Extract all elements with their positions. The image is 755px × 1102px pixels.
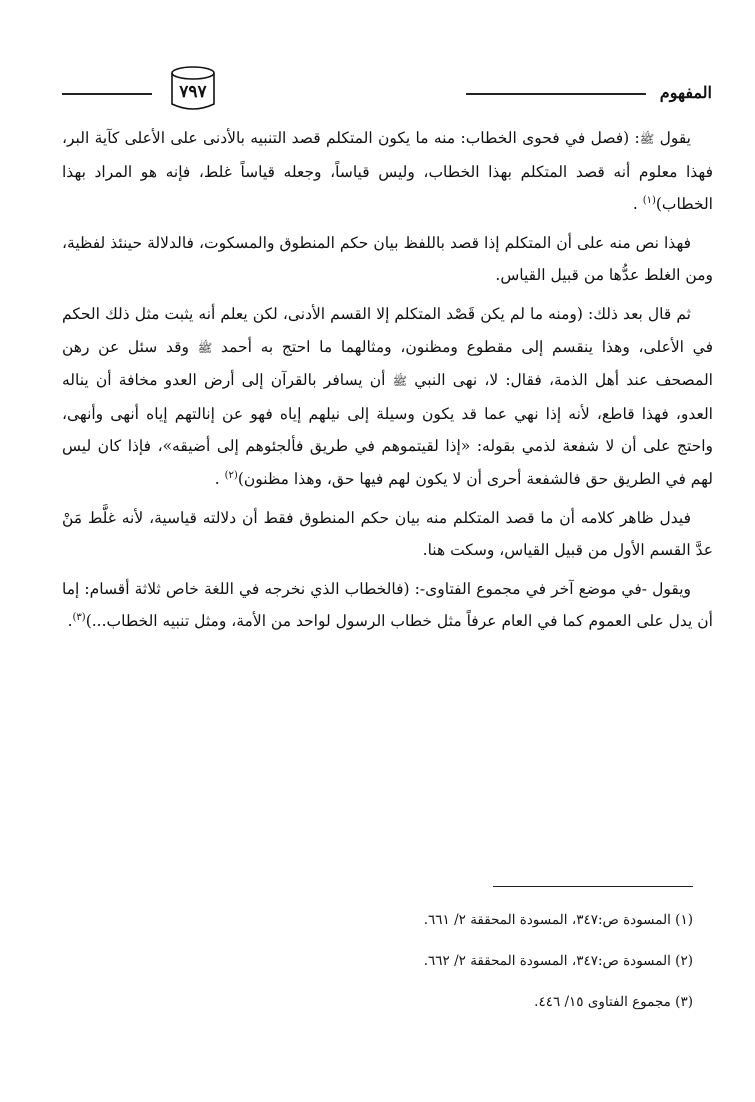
page-header — [62, 62, 712, 122]
footnotes — [42, 900, 693, 1023]
honorific-mark: ﷺ — [639, 132, 655, 146]
paragraph-1-text-b: : (فصل في فحوى الخطاب: منه ما يكون المتكلم قصد التنبيه بالأدنى على الأعلى كآية البر، فهذا معلوم أنه قصد المتكلم بهذا الخطاب، وليس قياساً، وجعله قياساً غلط، فإنه هو المراد بهذا الخطاب) — [62, 129, 713, 214]
page-number-badge — [169, 64, 217, 112]
footnote-ref-3: (٣) — [72, 612, 86, 624]
running-title: المفهوم — [659, 83, 712, 102]
header-rule-right — [466, 93, 646, 95]
paragraph-3-text-a: ثم قال بعد ذلك: (ومنه ما لم يكن قَصْد المتكلم إلا القسم الأدنى، لكن يعلم أنه يثبت مثل ذلك الحكم في الأعلى، وهذا ينقسم إلى مقطوع ومظنون، ومثالهما ما احتج به أحمد — [62, 304, 713, 356]
paragraph-1-text-a: يقول — [654, 129, 691, 147]
page-number: ٧٩٧ — [179, 82, 207, 102]
paragraph-5-text-a: ويقول -في موضع آخر في مجموع الفتاوى-: (فالخطاب الذي نخرجه في اللغة خاص ثلاثة أقسام: إما أن يدل على العموم كما في العام عرفاً مثل خطاب الرسول لواحد من الأمة، ومثل تنبيه الخطاب...) — [62, 579, 713, 631]
main-text — [62, 122, 713, 644]
honorific-mark: ﷺ — [392, 374, 408, 389]
footnote-2: (٢) المسودة ص:٣٤٧، المسودة المحققة ٢/ ٦٦٢. — [423, 953, 693, 969]
paragraph-3-text-b: وقد سئل عن رهن المصحف عند أهل الذمة، فقال: لا، نهى النبي — [62, 337, 713, 390]
footnote-1: (١) المسودة ص:٣٤٧، المسودة المحققة ٢/ ٦٦١. — [423, 912, 693, 928]
footnote-3: (٣) مجموع الفتاوى ١٥/ ٤٤٦. — [534, 994, 693, 1010]
paragraph-4: فيدل ظاهر كلامه أن ما قصد المتكلم منه بيان حكم المنطوق فقط أن دلالته قياسية، لأنه غلَّط مَنْ عدَّ القسم الأول من قبيل القياس، وسكت هنا. — [62, 508, 713, 560]
footnote-separator — [493, 886, 693, 887]
paragraph-1-end: . — [632, 195, 643, 214]
paragraph-5-end: . — [67, 612, 73, 631]
paragraph-3-end: . — [214, 469, 225, 488]
header-rule-left — [62, 93, 152, 95]
honorific-mark: ﷺ — [197, 340, 213, 355]
paragraph-3-text-c: أن يسافر بالقرآن إلى أرض العدو مخافة أن يناله العدو، فهذا قاطع، لأنه إذا نهي عما قد يكون وسيلة إلى نيلهم إياه فهو عن إنالتهم إياه أنهى وأنهى، واحتج على أن لا شفعة لذمي بقوله: «إذا لقيتموهم في طريق فألجئوهم إلى أضيقه»، فإذا كان ليس لهم في الطريق حق فالشفعة أحرى أن لا يكون لهم فيها حق، وهذا مظنون) — [62, 371, 713, 488]
paragraph-5 — [62, 573, 713, 638]
footnote-ref-1: (١) — [642, 195, 656, 207]
paragraph-3 — [62, 298, 713, 496]
paragraph-1 — [62, 122, 713, 221]
paragraph-2: فهذا نص منه على أن المتكلم إذا قصد باللفظ بيان حكم المنطوق والمسكوت، فالدلالة حينئذ لفظية، ومن الغلط عدُّها من قبيل القياس. — [62, 233, 713, 285]
footnote-ref-2: (٢) — [224, 469, 238, 481]
